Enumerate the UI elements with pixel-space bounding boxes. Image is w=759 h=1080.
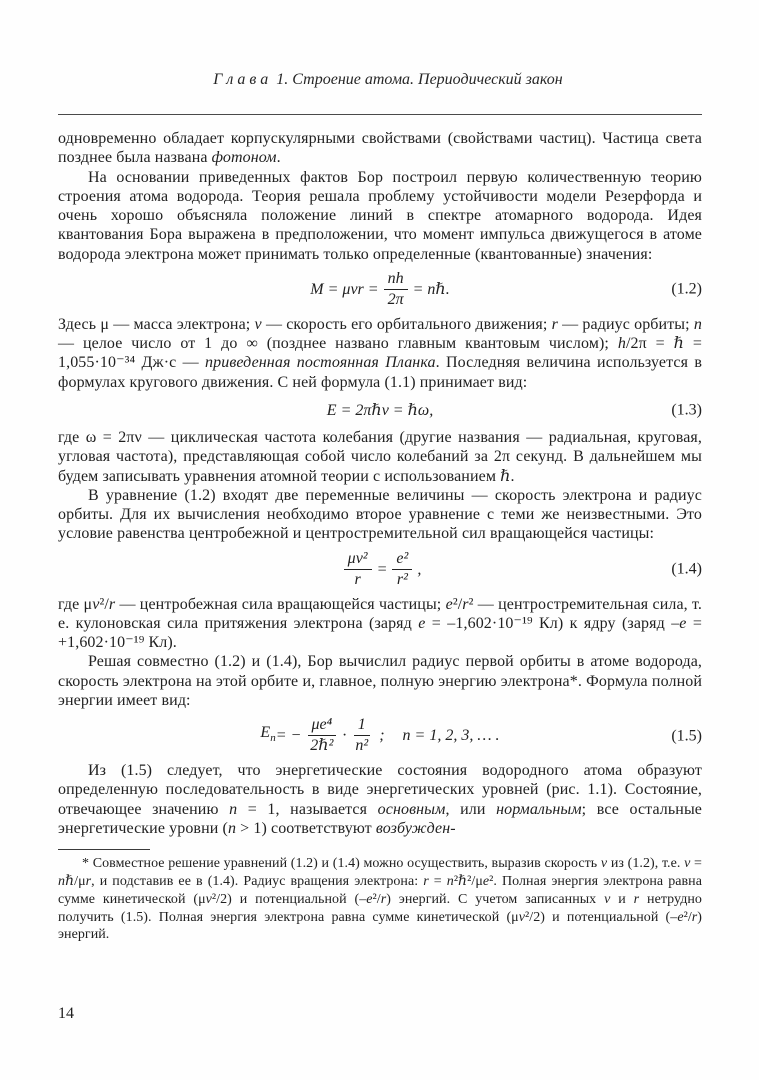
- italic-text-run: r: [551, 315, 558, 333]
- italic-text-run: e: [482, 874, 490, 890]
- text-run: Из (1.5) следует, что энергетические состояния водородного атома образуют определенную последовательность в виде энергетических уровней (рис. 1.1). Состояние, отвечающее значению: [58, 762, 702, 818]
- text-run: ²/2) и потенциальной (–: [525, 909, 678, 925]
- italic-text-run: r: [462, 595, 469, 613]
- italic-text-run: n: [58, 874, 66, 890]
- italic-text-run: приведенная постоянная Планка: [205, 354, 436, 372]
- semicolon: ;: [379, 727, 385, 745]
- text-run: нетрудно получить (1.5). Полная энергия электрона равна сумме кинетической (μ: [58, 891, 702, 925]
- equals-sign: =: [376, 560, 388, 578]
- text-run: ²/: [683, 909, 692, 925]
- equation-number: (1.5): [671, 727, 702, 745]
- text-run: /2π = ℏ = 1,055·10⁻³⁴ Дж·с —: [58, 335, 702, 372]
- equation-lhs: M = μvr =: [310, 280, 379, 298]
- italic-text-run: r: [108, 595, 116, 613]
- text-run: и: [610, 891, 634, 907]
- text-run: , или: [445, 800, 497, 818]
- text-run: =: [690, 856, 702, 872]
- text-run: — скорость его орбитального движения;: [261, 315, 552, 333]
- italic-text-run: возбужден-: [375, 819, 456, 837]
- text-run: из (1.2), т.е.: [607, 856, 685, 872]
- equation-number: (1.2): [671, 280, 702, 298]
- header-rule: [58, 114, 702, 115]
- equals-sign: = −: [275, 727, 302, 745]
- text-run: ) энергий.: [58, 909, 702, 943]
- text-run: ) энергий. С учетом записанных: [386, 891, 605, 907]
- fraction-numerator: nh: [384, 270, 408, 290]
- italic-text-run: v: [205, 891, 212, 907]
- text-run: ². Полная энергия электрона равна сумме кинетической (μ: [58, 874, 702, 907]
- footnote: [58, 855, 702, 944]
- italic-text-run: v: [254, 315, 262, 333]
- italic-text-run: e: [418, 614, 426, 632]
- text-run: .: [276, 149, 281, 167]
- italic-text-run: r: [423, 874, 429, 890]
- equation-1-3: [58, 400, 702, 420]
- italic-text-run: r: [691, 909, 698, 925]
- text-run: = –1,602·10⁻¹⁹ Кл) к ядру (заряд –: [425, 614, 680, 632]
- fraction-denominator: n²: [355, 737, 369, 755]
- italic-text-run: n: [229, 800, 238, 818]
- fraction: [306, 716, 337, 755]
- chapter-title: Г л а в а 1. Строение атома. Периодический закон: [213, 71, 563, 88]
- text-run: где μ: [58, 595, 93, 613]
- fraction: [384, 270, 408, 309]
- text-run: ²/: [99, 595, 109, 613]
- fraction-denominator: 2ℏ²: [310, 737, 334, 755]
- text-run: — центробежная сила вращающейся частицы;: [115, 595, 446, 613]
- fraction: [344, 550, 372, 589]
- italic-text-run: r: [633, 891, 640, 907]
- text-run: = 1, называется: [237, 800, 378, 818]
- italic-text-run: n: [227, 819, 237, 837]
- italic-text-run: e: [677, 909, 684, 925]
- equation-body: E = 2πℏν = ℏω,: [326, 401, 434, 419]
- text-run: ²/2) и потенциальной (–: [211, 891, 367, 907]
- italic-text-run: v: [684, 856, 691, 872]
- equation-number: (1.4): [671, 560, 702, 578]
- fraction: [351, 716, 372, 755]
- text-run: = +1,602·10⁻¹⁹ Кл).: [58, 614, 702, 652]
- page-number: 14: [58, 1005, 74, 1022]
- italic-text-run: r: [380, 891, 387, 907]
- text-run: ; все остальные энергетические уровни (: [58, 800, 702, 837]
- text-run: Решая совместно (1.2) и (1.4), Бор вычислил радиус первой орбиты в атоме водорода, скорость электрона на этой орбите и, главное, полную энергию электрона*. Формула полной энергии имеет вид:: [58, 653, 702, 709]
- paragraph-bohr-theory: [58, 168, 702, 264]
- fraction-numerator: 1: [354, 716, 370, 736]
- italic-text-run: v: [518, 909, 526, 925]
- text-run: В уравнение (1.2) входят две переменные величины — скорость электрона и радиус орбиты. Для их вычисления необходимо второе уравнение с теми же неизвестными. Это условие равенства центробежной и центростремительной сил вращающейся частицы:: [58, 486, 702, 543]
- paragraph-energy-levels: [58, 761, 702, 838]
- italic-text-run: v: [604, 891, 611, 907]
- paragraph-omega: [58, 428, 702, 486]
- fraction-numerator: e²: [392, 550, 412, 570]
- italic-text-run: h: [617, 335, 626, 353]
- text-run: — радиус орбиты;: [557, 315, 694, 333]
- text-run: Здесь μ — масса электрона;: [58, 315, 255, 333]
- text-run: * Совместное решение уравнений (1.2) и (1.4) можно осуществить, выразив скорость: [82, 856, 601, 872]
- footnote-rule: [58, 849, 150, 850]
- energy-variable: $E_n$: [260, 724, 276, 745]
- italic-text-run: n: [446, 874, 454, 890]
- italic-text-run: основным: [377, 800, 446, 818]
- italic-text-run: нормальным: [496, 800, 582, 818]
- text-run: ²/: [372, 891, 381, 907]
- text-run: — целое число от 1 до ∞ (позднее названо главным квантовым числом);: [58, 335, 618, 353]
- italic-text-run: e: [366, 891, 373, 907]
- equation-1-4-body: [339, 550, 422, 589]
- text-run: ² — центростремительная сила, т. е. кулоновская сила притяжения электрона (заряд: [58, 595, 702, 632]
- equation-1-4: [58, 550, 702, 589]
- fraction: [392, 550, 412, 589]
- fraction-denominator: 2π: [387, 290, 404, 308]
- italic-text-run: v: [600, 856, 608, 872]
- multiplication-dot: ·: [342, 727, 347, 745]
- quantum-number-values: n = 1, 2, 3, … .: [402, 727, 500, 745]
- paragraph-forces: [58, 595, 702, 653]
- text-run: одновременно обладает корпускулярными свойствами (свойствами частиц). Частица света позднее была названа: [58, 130, 702, 167]
- italic-text-run: фотоном: [211, 149, 277, 167]
- running-head: [58, 50, 702, 110]
- subscript-n: n: [270, 732, 276, 745]
- equation-1-5-body: [260, 716, 499, 755]
- fraction-denominator: r: [354, 570, 361, 588]
- text-run: На основании приведенных фактов Бор построил первую количественную теорию строения атома водорода. Теория решала проблему устойчивости модели Резерфорда и очень хорошо объясняла положение линий в спектре атомарного водорода. Идея квантования Бора выражена в предположении, что момент импульса движущегося в атоме водорода электрона может принимать только определенные (квантованные) значения:: [58, 168, 702, 263]
- fraction-denominator: r²: [396, 570, 408, 588]
- text-run: ℏ/μ: [65, 874, 86, 890]
- equation-1-5: [58, 716, 702, 755]
- text-run: =: [428, 874, 447, 890]
- text-run: . Последняя величина используется в формулах кругового движения. С ней формула (1.1) принимает вид:: [58, 354, 703, 391]
- text-run: где ω = 2πν — циклическая частота колебания (другие названия — радиальная, круговая, угловая частота), представляющая собой число колебаний за 2π секунд. В дальнейшем мы будем записывать уравнения атомной теории с использованием ℏ.: [58, 428, 702, 485]
- equation-1-2: [58, 270, 702, 309]
- text-run: ²ℏ²/μ: [453, 874, 483, 890]
- fraction-numerator: μv²: [344, 550, 372, 570]
- italic-text-run: n: [693, 315, 702, 333]
- equation-number: (1.3): [671, 401, 702, 419]
- equation-1-3-body: [327, 401, 433, 420]
- paragraph-photon: [58, 129, 702, 168]
- equation-1-2-body: [310, 270, 449, 309]
- paragraph-two-variables: [58, 486, 702, 544]
- italic-text-run: v: [92, 595, 100, 613]
- italic-text-run: e: [445, 595, 453, 613]
- text-run: ²/: [452, 595, 463, 613]
- italic-text-run: e: [679, 614, 687, 632]
- fraction-numerator: μe⁴: [308, 716, 337, 736]
- italic-text-run: r: [85, 874, 92, 890]
- paragraph-variables: [58, 315, 702, 392]
- paragraph-solving: [58, 652, 702, 710]
- comma: ,: [417, 560, 422, 578]
- text-run: , и подставив ее в (1.4). Радиус вращения электрона:: [91, 874, 424, 890]
- equation-rhs: = nℏ.: [412, 280, 450, 298]
- text-run: > 1) соответствуют: [236, 819, 376, 837]
